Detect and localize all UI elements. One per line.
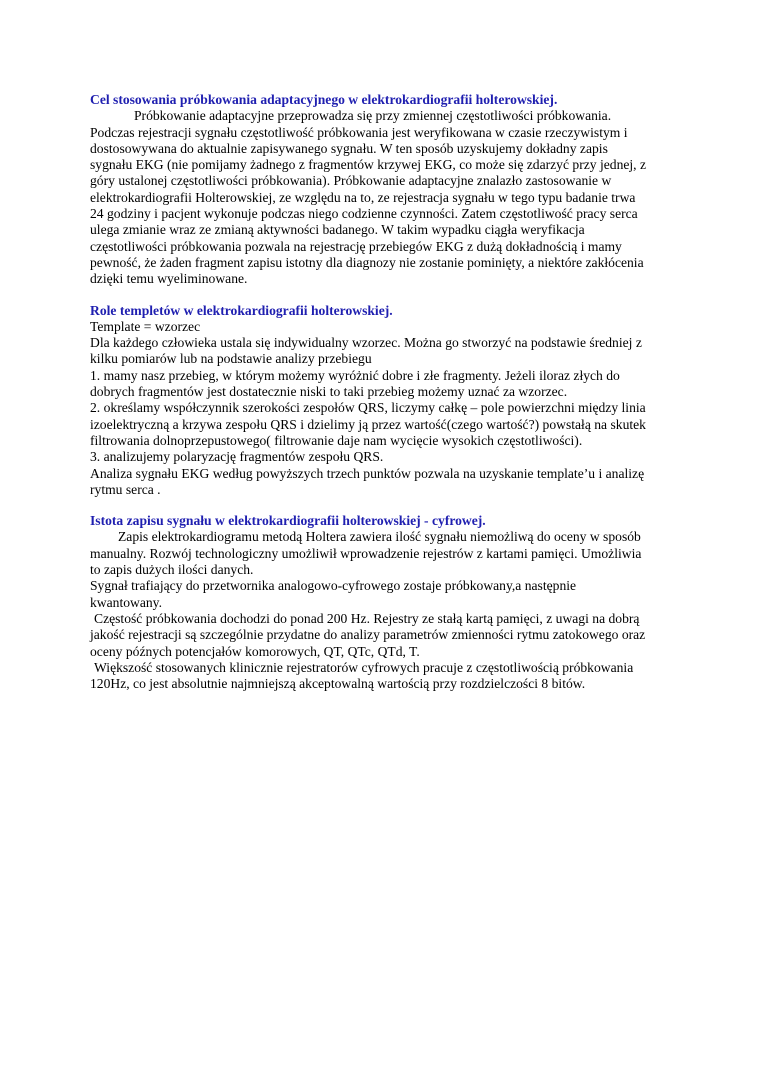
- section-heading: Role templetów w elektrokardiografii holterowskiej.: [90, 302, 393, 318]
- paragraph-line: Częstość próbkowania dochodzi do ponad 200 Hz. Rejestry ze stałą kartą pamięci, z uwagi na dobrą: [94, 610, 640, 626]
- paragraph-line: kilku pomiarów lub na podstawie analizy przebiegu: [90, 351, 372, 367]
- paragraph-line: kwantowany.: [90, 594, 162, 610]
- list-item-line: izoelektryczną a krzywa zespołu QRS i dzielimy ją przez wartość(czego wartość?) powstałą na skutek: [90, 416, 646, 432]
- paragraph-line: manualny. Rozwój technologiczny umożliwił wprowadzenie rejestrów z kartami pamięci. Umożliwia: [90, 545, 642, 561]
- paragraph-line: rytmu serca .: [90, 481, 161, 497]
- paragraph-line: pewność, że żaden fragment zapisu istotny dla diagnozy nie zostanie pominięty, a niektóre zakłócenia: [90, 254, 644, 270]
- list-item-line: 3. analizujemy polaryzację fragmentów zespołu QRS.: [90, 449, 384, 465]
- paragraph-line: Template = wzorzec: [90, 318, 201, 334]
- list-item-line: filtrowania dolnoprzepustowego( filtrowanie daje nam wycięcie wysokich częstotliwości).: [90, 432, 583, 448]
- paragraph-line: 120Hz, co jest absolutnie najmniejszą akceptowalną wartością przy rozdzielczości 8 bitów.: [90, 676, 586, 692]
- paragraph-line: 24 godziny i pacjent wykonuje podczas niego codzienne czynności. Zatem częstotliwość pracy serca: [90, 206, 638, 222]
- list-item-line: 2. określamy współczynnik szerokości zespołów QRS, liczymy całkę – pole powierzchni między linia: [90, 400, 646, 416]
- paragraph-line: dostosowywana do aktualnie zapisywanego sygnału. W ten sposób uzyskujemy dokładny zapis: [90, 140, 608, 156]
- section-heading: Cel stosowania próbkowania adaptacyjnego w elektrokardiografii holterowskiej.: [90, 92, 558, 107]
- paragraph-line: elektrokardiografii Holterowskiej, ze względu na to, ze rejestracja sygnału w tego typu badanie trwa: [90, 189, 636, 205]
- paragraph-line: sygnału EKG (nie pomijamy żadnego z fragmentów krzywej EKG, co może się zdarzyć przy jednej, z: [90, 157, 647, 173]
- paragraph-line: góry ustalonej częstotliwości próbkowania). Próbkowanie adaptacyjne znalazło zastosowanie w: [90, 173, 612, 189]
- paragraph-line: Dla każdego człowieka ustala się indywidualny wzorzec. Można go stworzyć na podstawie średniej z: [90, 335, 642, 351]
- paragraph-line: oceny późnych potencjałów komorowych, QT, QTc, QTd, T.: [90, 643, 420, 659]
- paragraph-line: Podczas rejestracji sygnału częstotliwość próbkowania jest weryfikowana w czasie rzeczywistym i: [90, 124, 628, 140]
- paragraph-line: to zapis dużych ilości danych.: [90, 562, 254, 578]
- list-item-line: dobrych fragmentów jest dostatecznie niski to taki przebieg możemy uznać za wzorzec.: [90, 384, 568, 400]
- paragraph-line: Większość stosowanych klinicznie rejestratorów cyfrowych pracuje z częstotliwością próbkowania: [94, 659, 634, 675]
- paragraph-line: ulega zmianie wraz ze zmianą aktywności badanego. W takim wypadku ciągła weryfikacja: [90, 222, 585, 238]
- paragraph-line: Zapis elektrokardiogramu metodą Holtera zawiera ilość sygnału niemożliwą do oceny w sposób: [118, 529, 641, 545]
- paragraph-line: Próbkowanie adaptacyjne przeprowadza się przy zmiennej częstotliwości próbkowania.: [134, 108, 612, 124]
- paragraph-line: jakość rejestracji są szczególnie przydatne do analizy parametrów zmienności rytmu zatokowego oraz: [90, 627, 646, 643]
- paragraph-line: częstotliwości próbkowania pozwala na rejestrację przebiegów EKG z dużą dokładnością i mamy: [90, 238, 622, 254]
- paragraph-line: Sygnał trafiający do przetwornika analogowo-cyfrowego zostaje próbkowany,a następnie: [90, 578, 577, 594]
- paragraph-line: dzięki temu wyeliminowane.: [90, 271, 248, 287]
- section-templates: [90, 303, 680, 499]
- list-item-line: 1. mamy nasz przebieg, w którym możemy wyróżnić dobre i złe fragmenty. Jeżeli iloraz złych do: [90, 367, 620, 383]
- section-heading: Istota zapisu sygnału w elektrokardiografii holterowskiej - cyfrowej.: [90, 513, 486, 529]
- section-digital-recording: [90, 513, 680, 692]
- section-adaptive-sampling: [90, 92, 680, 288]
- document-page: [90, 92, 680, 692]
- paragraph-line: Analiza sygnału EKG według powyższych trzech punktów pozwala na uzyskanie template’u i analizę: [90, 465, 645, 481]
